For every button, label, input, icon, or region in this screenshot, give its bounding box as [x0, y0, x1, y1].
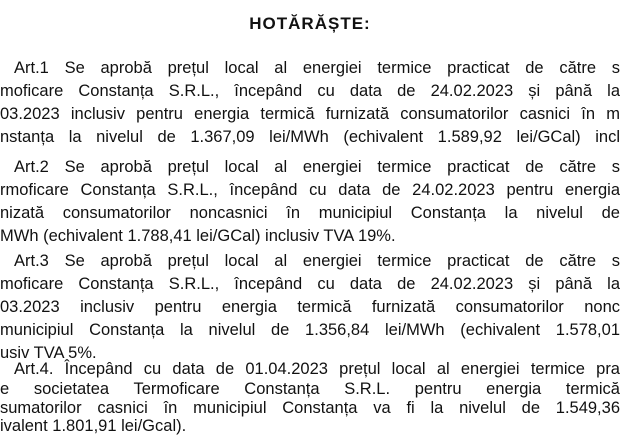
article-3-line-1: Art.3 Se aprobă prețul local al energiei termice practicat de către s: [14, 252, 620, 270]
article-3-line-5: usiv TVA 5%.: [0, 344, 97, 362]
article-1-line-2: moficare Constanța S.R.L., începând cu data de 24.02.2023 și până la: [0, 82, 620, 100]
article-2-line-1: Art.2 Se aprobă prețul local al energiei termice practicat de către s: [14, 158, 620, 176]
article-4-line-4: ivalent 1.801,91 lei/Gcal).: [0, 417, 187, 435]
article-1-line-3: 03.2023 inclusiv pentru energia termică furnizată consumatorilor casnici în m: [0, 105, 620, 123]
decision-heading: HOTĂRĂȘTE:: [249, 14, 371, 33]
article-2-line-4: MWh (echivalent 1.788,41 lei/GCal) inclusiv TVA 19%.: [0, 227, 396, 245]
article-2-line-3: nizată consumatorilor noncasnici în municipiul Constanța la nivelul de: [0, 204, 620, 222]
article-4-line-3: sumatorilor casnici în municipiul Constanța va fi la nivelul de 1.549,36: [0, 399, 620, 417]
article-1-line-4: nstanța la nivelul de 1.367,09 lei/MWh (echivalent 1.589,92 lei/GCal) incl: [0, 128, 620, 146]
article-2-line-2: rmoficare Constanța S.R.L., începând cu data de 24.02.2023 pentru energia: [0, 181, 620, 199]
article-3-line-4: municipiul Constanța la nivelul de 1.356,84 lei/MWh (echivalent 1.578,01: [0, 321, 620, 339]
article-4-line-1: Art.4. Începând cu data de 01.04.2023 prețul local al energiei termice pra: [14, 360, 620, 378]
article-3-line-2: moficare Constanța S.R.L., începând cu data de 24.02.2023 și până la: [0, 275, 620, 293]
article-4-line-2: e societatea Termoficare Constanța S.R.L. pentru energia termică: [0, 380, 620, 398]
article-1-line-1: Art.1 Se aprobă prețul local al energiei termice practicat de către s: [14, 59, 620, 77]
article-3-line-3: 03.2023 inclusiv pentru energia termică furnizată consumatorilor nonc: [0, 298, 620, 316]
